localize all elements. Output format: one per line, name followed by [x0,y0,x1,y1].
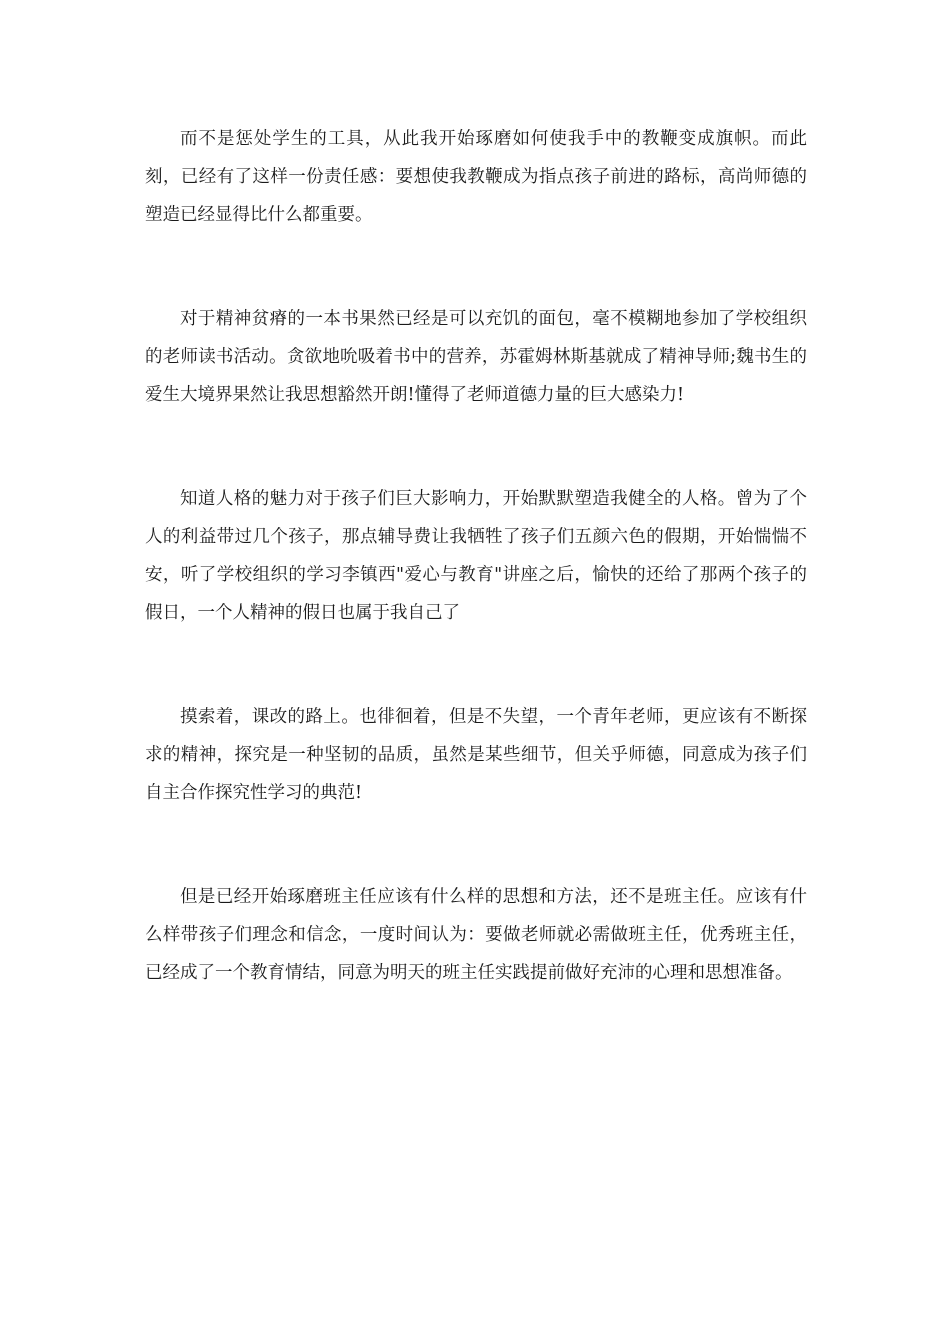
paragraph-4: 摸索着，课改的路上。也徘徊着，但是不失望，一个青年老师，更应该有不断探求的精神，探究是一种坚韧的品质，虽然是某些细节，但关乎师德，同意成为孩子们自主合作探究性学习的典范! [145,707,807,803]
paragraph-1: 而不是惩处学生的工具，从此我开始琢磨如何使我手中的教鞭变成旗帜。而此刻，已经有了这样一份责任感：要想使我教鞭成为指点孩子前进的路标，高尚师德的塑造已经显得比什么都重要。 [145,129,807,225]
paragraph-3: 知道人格的魅力对于孩子们巨大影响力，开始默默塑造我健全的人格。曾为了个人的利益带过几个孩子，那点辅导费让我牺牲了孩子们五颜六色的假期，开始惴惴不安，听了学校组织的学习李镇西"爱心与教育"讲座之后，愉快的还给了那两个孩子的假日，一个人精神的假日也属于我自己了 [145,489,807,623]
paragraph-5: 但是已经开始琢磨班主任应该有什么样的思想和方法，还不是班主任。应该有什么样带孩子们理念和信念，一度时间认为：要做老师就必需做班主任，优秀班主任，已经成了一个教育情结，同意为明天的班主任实践提前做好充沛的心理和思想准备。 [145,887,807,983]
document-body [145,120,807,992]
paragraph-2: 对于精神贫瘠的一本书果然已经是可以充饥的面包，毫不模糊地参加了学校组织的老师读书活动。贪欲地吮吸着书中的营养，苏霍姆林斯基就成了精神导师;魏书生的爱生大境界果然让我思想豁然开朗!懂得了老师道德力量的巨大感染力! [145,309,807,405]
